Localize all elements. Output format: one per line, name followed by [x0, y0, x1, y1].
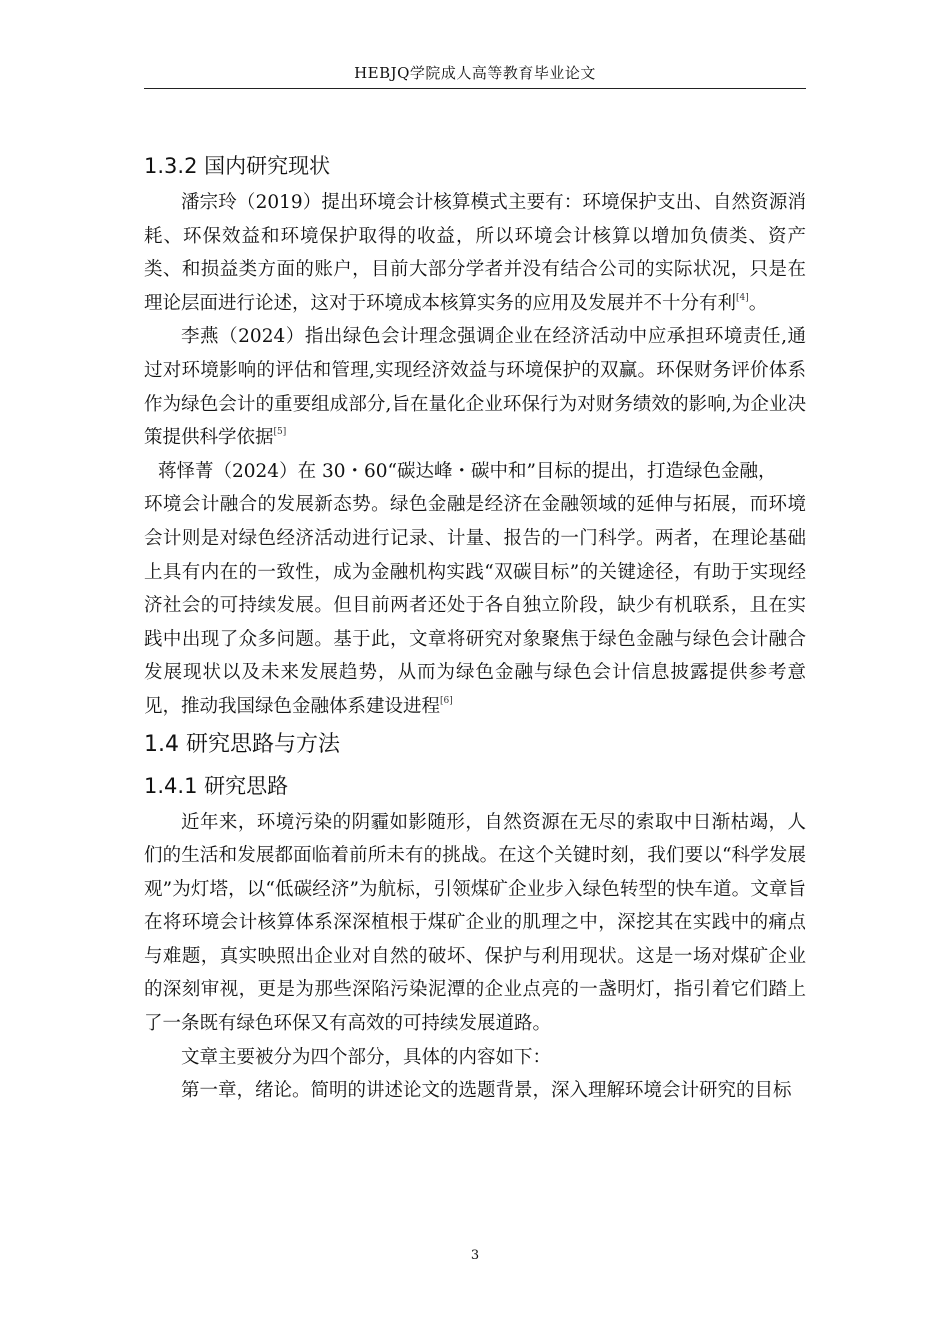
- paragraph-structure-intro: 文章主要被分为四个部分，具体的内容如下：: [181, 1046, 552, 1068]
- header-rule: [144, 88, 806, 89]
- paragraph-text: 环境会计融合的发展新态势。绿色金融是经济在金融领域的延伸与拓展，而环境会计则是对绿色经济活动进行记录、计量、报告的一门科学。两者，在理论基础上具有内在的一致性，成为金融机构实践“双碳目标”的关键途径，有助于实现经济社会的可持续发展。但目前两者还处于各自独立阶段，缺少有机联系，且在实践中出现了众多问题。基于此，文章将研究对象聚焦于绿色金融与绿色会计融合发展现状以及未来发展趋势，从而为绿色金融与绿色会计信息披露提供参考意见，推动我国绿色金融体系建设进程: [144, 494, 806, 717]
- citation-ref: [5]: [273, 427, 287, 438]
- section-heading-1-4-1: 1.4.1 研究思路: [144, 773, 289, 798]
- section-heading-1-4: 1.4 研究思路与方法: [144, 731, 340, 757]
- page-body: [144, 146, 806, 1108]
- paragraph-chapter-one: 第一章，绪论。简明的讲述论文的选题背景，深入理解环境会计研究的目标: [181, 1080, 792, 1102]
- paragraph-text: 潘宗玲（2019）提出环境会计核算模式主要有：环境保护支出、自然资源消耗、环保效益和环境保护取得的收益，所以环境会计核算以增加负债类、资产类、和损益类方面的账户，目前大部分学者并没有结合公司的实际状况，只是在理论层面进行论述，这对于环境成本核算实务的应用及发展并不十分有利: [144, 192, 806, 314]
- paragraph-li: [144, 320, 806, 454]
- section-heading-1-3-2: 1.3.2 国内研究现状: [144, 154, 331, 178]
- page-number: 3: [470, 1248, 480, 1263]
- running-header: HEBJQ学院成人高等教育毕业论文: [354, 64, 596, 82]
- citation-ref: [4]: [736, 292, 749, 303]
- paragraph-jiang: [144, 488, 806, 723]
- paragraph-pan: [144, 186, 806, 320]
- citation-ref: [6]: [440, 695, 453, 706]
- paragraph-jiang-first-line: 蒋怿菁（2024）在 30・60“碳达峰・碳中和”目标的提出，打造绿色金融，: [158, 460, 777, 482]
- paragraph-research-approach: 近年来，环境污染的阴霾如影随形，自然资源在无尽的索取中日渐枯竭，人们的生活和发展都面临着前所未有的挑战。在这个关键时刻，我们要以“科学发展观”为灯塔，以“低碳经济”为航标，引领煤矿企业步入绿色转型的快车道。文章旨在将环境会计核算体系深深植根于煤矿企业的肌理之中，深挖其在实践中的痛点与难题，真实映照出企业对自然的破坏、保护与利用现状。这是一场对煤矿企业的深刻审视，更是为那些深陷污染泥潭的企业点亮的一盏明灯，指引着它们踏上了一条既有绿色环保又有高效的可持续发展道路。: [144, 811, 806, 1035]
- paragraph-end: 。: [748, 292, 768, 314]
- paragraph-text: 李燕（2024）指出绿色会计理念强调企业在经济活动中应承担环境责任,通过对环境影响的评估和管理,实现经济效益与环境保护的双赢。环保财务评价体系作为绿色会计的重要组成部分,旨在量化企业环保行为对财务绩效的影响,为企业决策提供科学依据: [144, 326, 806, 449]
